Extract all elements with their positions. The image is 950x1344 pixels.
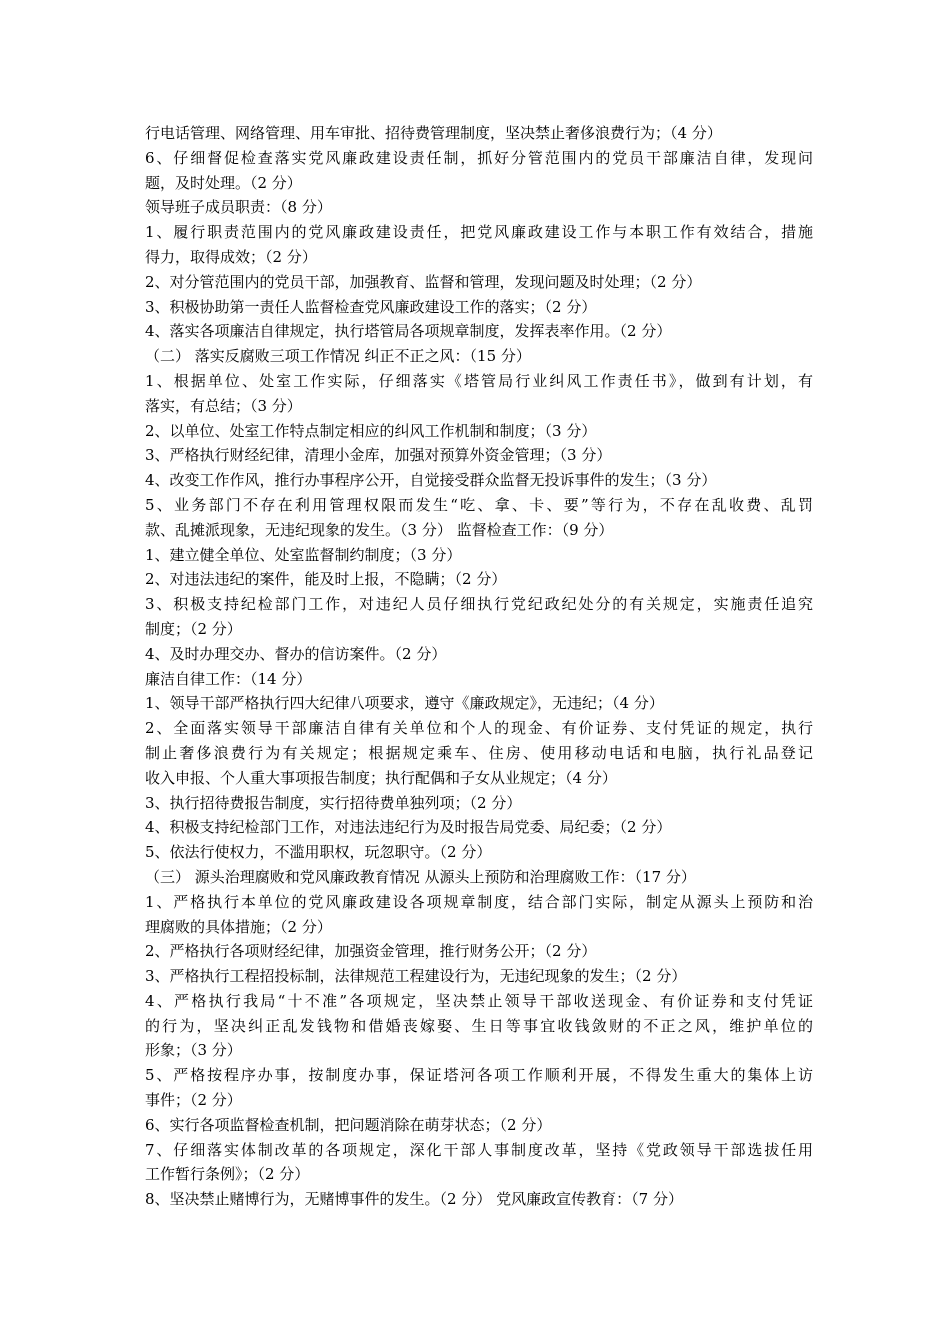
text-line: 事件；（2 分）	[145, 1091, 242, 1110]
text-line: 款、乱摊派现象，无违纪现象的发生。（3 分） 监督检查工作：（9 分）	[145, 520, 614, 539]
text-line: 2、对违法违纪的案件，能及时上报，不隐瞒；（2 分）	[145, 570, 507, 589]
text-line: 廉洁自律工作：（14 分）	[145, 669, 312, 688]
text-line: 5、严格按程序办事，按制度办事，保证塔河各项工作顺利开展，不得发生重大的集体上访	[145, 1066, 813, 1085]
text-line: 3、严格执行财经纪律，清理小金库，加强对预算外资金管理；（3 分）	[145, 446, 612, 465]
text-line: 2、对分管范围内的党员干部，加强教育、监督和管理，发现问题及时处理；（2 分）	[145, 272, 702, 291]
text-line: （三） 源头治理腐败和党风廉政教育情况 从源头上预防和治理腐败工作：（17 分）	[145, 867, 696, 886]
text-line: 4、落实各项廉洁自律规定，执行塔管局各项规章制度，发挥表率作用。（2 分）	[145, 322, 672, 341]
text-line: 7、仔细落实体制改革的各项规定，深化干部人事制度改革，坚持《党政领导干部选拔任用	[145, 1140, 813, 1159]
text-line: 领导班子成员职责：（8 分）	[145, 198, 332, 217]
text-line: 5、业务部门不存在利用管理权限而发生“吃、拿、卡、要”等行为，不存在乱收费、乱罚	[145, 495, 813, 514]
text-line: 形象；（3 分）	[145, 1041, 242, 1060]
text-line: 8、坚决禁止赌博行为，无赌博事件的发生。（2 分） 党风廉政宣传教育：（7 分）	[145, 1190, 683, 1209]
text-line: 2、全面落实领导干部廉洁自律有关单位和个人的现金、有价证券、支付凭证的规定，执行	[145, 719, 813, 738]
text-line: 得力，取得成效；（2 分）	[145, 247, 317, 266]
text-line: 理腐败的具体措施；（2 分）	[145, 917, 332, 936]
text-line: 6、实行各项监督检查机制，把问题消除在萌芽状态；（2 分）	[145, 1115, 552, 1134]
text-line: 制度；（2 分）	[145, 619, 242, 638]
text-line: 1、严格执行本单位的党风廉政建设各项规章制度，结合部门实际，制定从源头上预防和治	[145, 892, 813, 911]
text-line: 3、积极支持纪检部门工作，对违纪人员仔细执行党纪政纪处分的有关规定，实施责任追究	[145, 595, 813, 614]
text-line: 6、仔细督促检查落实党风廉政建设责任制，抓好分管范围内的党员干部廉洁自律，发现问	[145, 148, 813, 167]
text-line: 3、执行招待费报告制度，实行招待费单独列项；（2 分）	[145, 793, 522, 812]
text-line: 4、改变工作作风，推行办事程序公开，自觉接受群众监督无投诉事件的发生；（3 分）	[145, 471, 717, 490]
text-line: （二） 落实反腐败三项工作情况 纠正不正之风：（15 分）	[145, 347, 531, 366]
text-line: 1、履行职责范围内的党风廉政建设责任，把党风廉政建设工作与本职工作有效结合，措施	[145, 223, 813, 242]
text-line: 4、积极支持纪检部门工作，对违法违纪行为及时报告局党委、局纪委；（2 分）	[145, 818, 672, 837]
text-line: 3、严格执行工程招投标制，法律规范工程建设行为，无违纪现象的发生；（2 分）	[145, 967, 687, 986]
text-line: 工作暂行条例》；（2 分）	[145, 1165, 310, 1184]
text-line: 题，及时处理。（2 分）	[145, 173, 302, 192]
text-line: 5、依法行使权力，不滥用职权，玩忽职守。（2 分）	[145, 843, 492, 862]
text-line: 收入申报、个人重大事项报告制度；执行配偶和子女从业规定；（4 分）	[145, 768, 617, 787]
text-line: 3、积极协助第一责任人监督检查党风廉政建设工作的落实；（2 分）	[145, 297, 597, 316]
text-line: 1、建立健全单位、处室监督制约制度；（3 分）	[145, 545, 462, 564]
text-line: 落实，有总结；（3 分）	[145, 396, 302, 415]
text-line: 2、严格执行各项财经纪律，加强资金管理，推行财务公开；（2 分）	[145, 942, 597, 961]
text-line: 4、及时办理交办、督办的信访案件。（2 分）	[145, 644, 447, 663]
text-line: 1、根据单位、处室工作实际，仔细落实《塔管局行业纠风工作责任书》，做到有计划，有	[145, 371, 813, 390]
text-line: 行电话管理、网络管理、用车审批、招待费管理制度，坚决禁止奢侈浪费行为；（4 分）	[145, 124, 722, 142]
text-line: 2、以单位、处室工作特点制定相应的纠风工作机制和制度；（3 分）	[145, 421, 597, 440]
text-line: 制止奢侈浪费行为有关规定；根据规定乘车、住房、使用移动电话和电脑，执行礼品登记	[145, 743, 813, 762]
text-line: 1、领导干部严格执行四大纪律八项要求，遵守《廉政规定》，无违纪；（4 分）	[145, 694, 664, 713]
text-line: 的行为，坚决纠正乱发钱物和借婚丧嫁娶、生日等事宜收钱敛财的不正之风，维护单位的	[145, 1016, 813, 1035]
text-line: 4、严格执行我局“十不准”各项规定，坚决禁止领导干部收送现金、有价证券和支付凭证	[145, 991, 813, 1010]
document-body	[145, 121, 813, 1212]
